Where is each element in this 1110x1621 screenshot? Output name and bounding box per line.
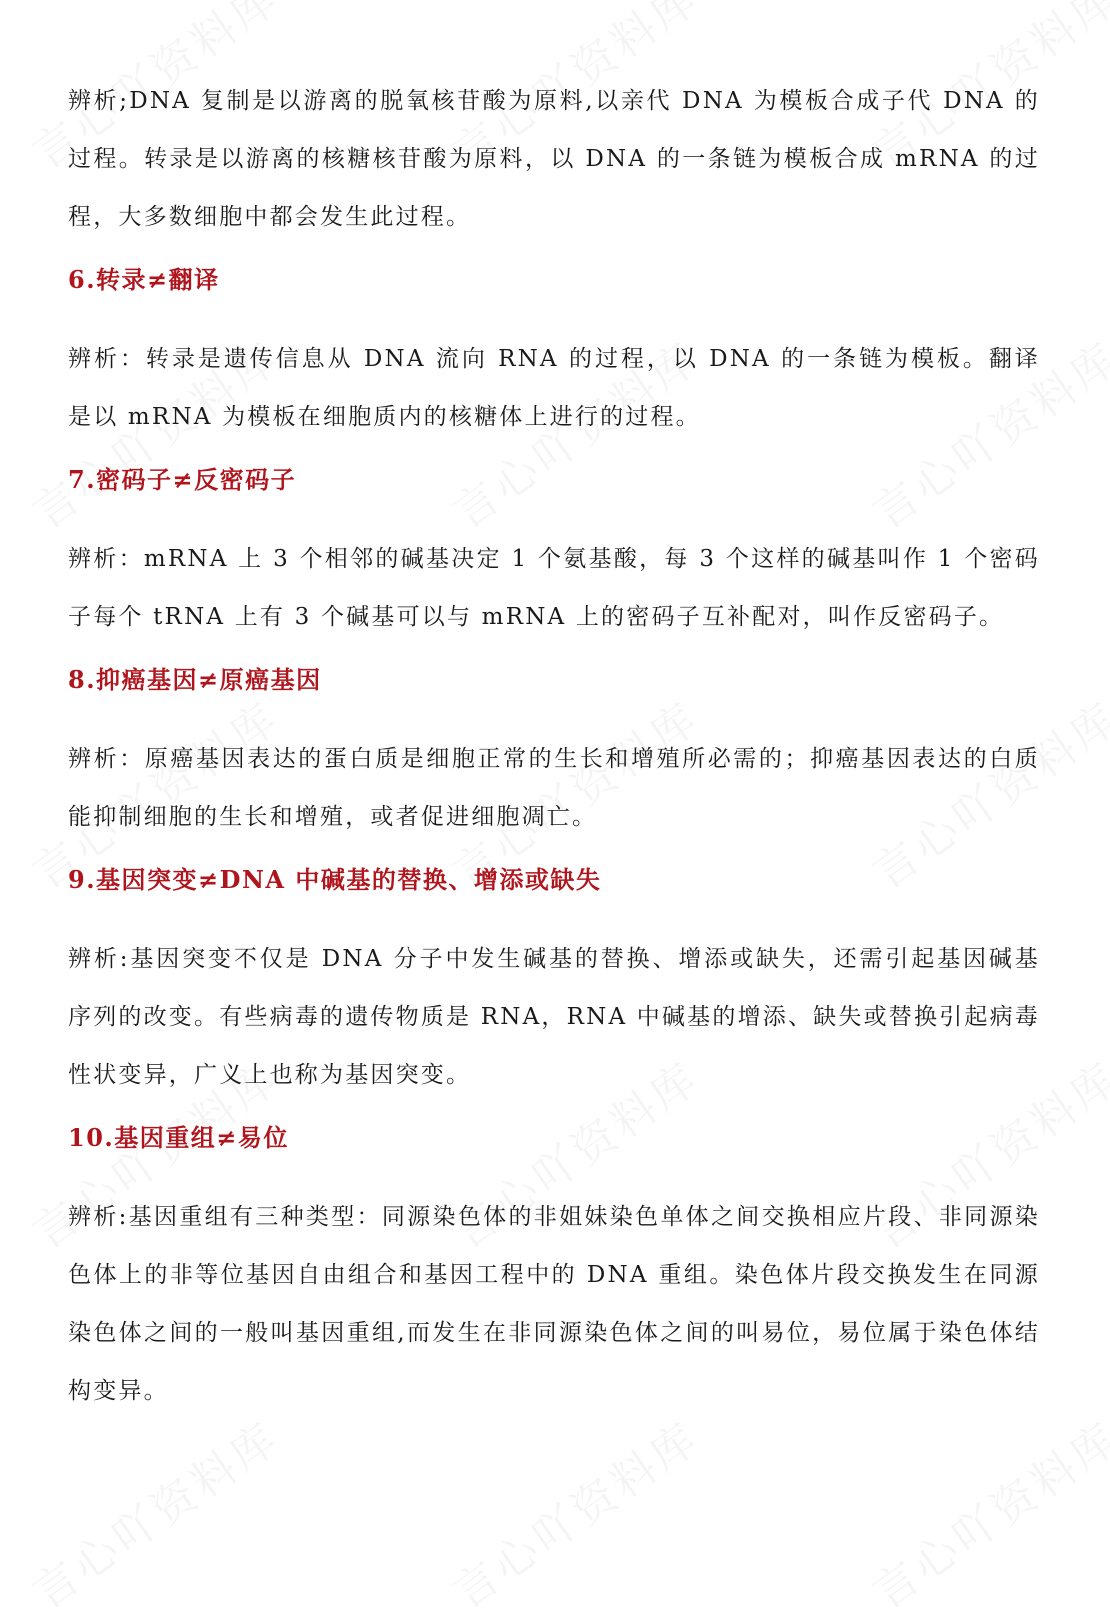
intro-paragraph: 辨析;DNA 复制是以游离的脱氧核苷酸为原料,以亲代 DNA 为模板合成子代 DNA 的过程。转录是以游离的核糖核苷酸为原料，以 DNA 的一条链为模板合成 mRNA 的过程，大多数细胞中都会发生此过程。 xyxy=(68,88,1040,230)
section-6 xyxy=(68,260,1040,446)
section-heading: 6.转录≠翻译 xyxy=(68,265,220,294)
document-content xyxy=(68,72,1040,1434)
section-9 xyxy=(68,860,1040,1104)
section-body: 辨析：原癌基因表达的蛋白质是细胞正常的生长和增殖所必需的；抑癌基因表达的白质能抑制细胞的生长和增殖，或者促进细胞凋亡。 xyxy=(68,746,1040,830)
section-body: 辨析:基因突变不仅是 DNA 分子中发生碱基的替换、增添或缺失，还需引起基因碱基序列的改变。有些病毒的遗传物质是 RNA，RNA 中碱基的增添、缺失或替换引起病毒性状变异，广义上也称为基因突变。 xyxy=(68,946,1040,1088)
section-body: 辨析:基因重组有三种类型：同源染色体的非姐妹染色单体之间交换相应片段、非同源染色体上的非等位基因自由组合和基因工程中的 DNA 重组。染色体片段交换发生在同源染色体之间的一般叫基因重组,而发生在非同源染色体之间的叫易位，易位属于染色体结构变异。 xyxy=(68,1204,1040,1404)
section-heading: 7.密码子≠反密码子 xyxy=(68,465,297,494)
watermark xyxy=(858,1403,1110,1621)
section-heading: 10.基因重组≠易位 xyxy=(68,1123,289,1152)
section-body: 辨析：mRNA 上 3 个相邻的碱基决定 1 个氨基酸，每 3 个这样的碱基叫作 1 个密码子每个 tRNA 上有 3 个碱基可以与 mRNA 上的密码子互补配对，叫作反密码子。 xyxy=(68,546,1040,630)
section-heading: 8.抑癌基因≠原癌基因 xyxy=(68,665,322,694)
watermark xyxy=(438,1403,711,1621)
section-body: 辨析：转录是遗传信息从 DNA 流向 RNA 的过程，以 DNA 的一条链为模板。翻译是以 mRNA 为模板在细胞质内的核糖体上进行的过程。 xyxy=(68,346,1040,430)
section-8 xyxy=(68,660,1040,846)
section-10 xyxy=(68,1118,1040,1420)
section-heading: 9.基因突变≠DNA 中碱基的替换、增添或缺失 xyxy=(68,865,602,894)
watermark xyxy=(18,1403,291,1621)
section-7 xyxy=(68,460,1040,646)
